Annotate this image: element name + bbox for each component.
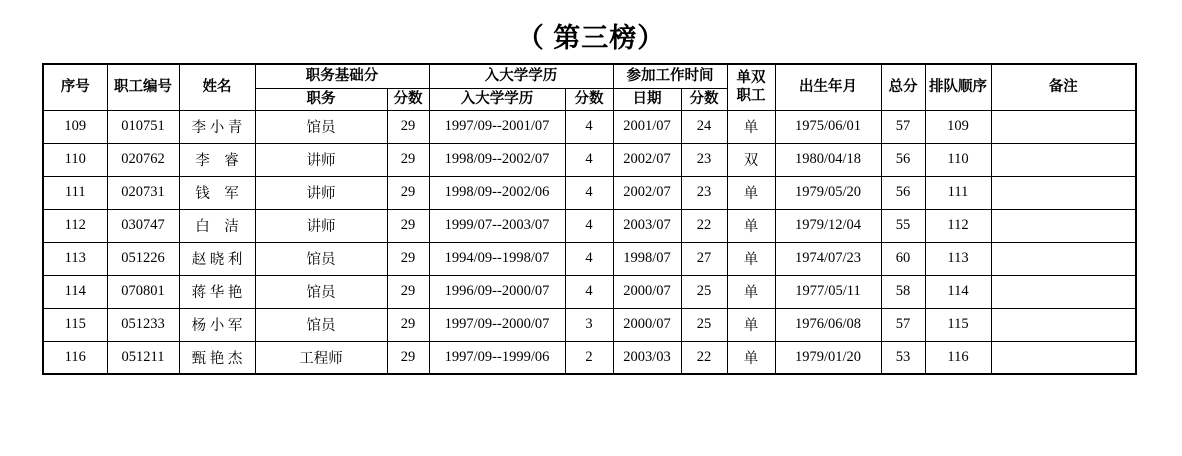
cell-paidui-shunxu: 110 [925,143,991,176]
header-zhigong-bianhao: 职工编号 [107,64,179,110]
cell-zhiwu: 馆员 [255,275,387,308]
cell-beizhu [991,275,1136,308]
cell-beizhu [991,143,1136,176]
cell-chusheng-nianyue: 1979/12/04 [775,209,881,242]
cell-beizhu [991,242,1136,275]
table-row [43,143,1136,176]
cell-xuhao: 111 [43,176,107,209]
cell-zhiwu: 讲师 [255,209,387,242]
table-row [43,275,1136,308]
cell-beizhu [991,176,1136,209]
cell-zhiwu: 馆员 [255,308,387,341]
cell-gongzuo-fenshu: 23 [681,143,727,176]
cell-gongzuo-fenshu: 22 [681,209,727,242]
header-dan-shuang-line1: 单双 [736,70,766,87]
cell-gongzuo-riqi: 2002/07 [613,176,681,209]
cell-beizhu [991,110,1136,143]
cell-zhiwu-fenshu: 29 [387,176,429,209]
header-zhiwu-fenshu: 分数 [387,88,429,110]
cell-gongzuo-fenshu: 25 [681,308,727,341]
cell-zhigong-bianhao: 010751 [107,110,179,143]
cell-zhiwu-fenshu: 29 [387,110,429,143]
cell-zhiwu: 馆员 [255,110,387,143]
cell-xueli-fenshu: 2 [565,341,613,374]
cell-zhiwu-fenshu: 29 [387,242,429,275]
cell-chusheng-nianyue: 1980/04/18 [775,143,881,176]
cell-xueli-fenshu: 4 [565,176,613,209]
table-row [43,308,1136,341]
table-body [43,110,1136,374]
cell-zhiwu: 馆员 [255,242,387,275]
header-beizhu: 备注 [991,64,1136,110]
cell-zhiwu-fenshu: 29 [387,143,429,176]
cell-paidui-shunxu: 112 [925,209,991,242]
cell-gongzuo-riqi: 2001/07 [613,110,681,143]
cell-xueli-fenshu: 4 [565,110,613,143]
cell-xuhao: 115 [43,308,107,341]
cell-paidui-shunxu: 111 [925,176,991,209]
cell-xueli-fenshu: 4 [565,242,613,275]
cell-paidui-shunxu: 113 [925,242,991,275]
cell-xuhao: 110 [43,143,107,176]
cell-zhigong-bianhao: 020762 [107,143,179,176]
cell-dan-shuang-zhigong: 单 [727,308,775,341]
cell-beizhu [991,209,1136,242]
header-chusheng-nianyue: 出生年月 [775,64,881,110]
cell-paidui-shunxu: 114 [925,275,991,308]
cell-chusheng-nianyue: 1974/07/23 [775,242,881,275]
cell-dan-shuang-zhigong: 单 [727,275,775,308]
cell-dan-shuang-zhigong: 单 [727,110,775,143]
cell-xueli-fenshu: 4 [565,209,613,242]
cell-zongfen: 57 [881,110,925,143]
cell-ru-daxue-xueli: 1997/09--2001/07 [429,110,565,143]
cell-zongfen: 53 [881,341,925,374]
cell-xuhao: 116 [43,341,107,374]
cell-xingming: 李 小 青 [179,110,255,143]
cell-xingming: 白 洁 [179,209,255,242]
cell-chusheng-nianyue: 1977/05/11 [775,275,881,308]
header-gongzuo-fenshu: 分数 [681,88,727,110]
header-zongfen: 总分 [881,64,925,110]
header-paidui-shunxu: 排队顺序 [925,64,991,110]
cell-zhiwu-fenshu: 29 [387,341,429,374]
cell-gongzuo-riqi: 2002/07 [613,143,681,176]
cell-beizhu [991,341,1136,374]
header-group-ru-daxue-xueli: 入大学学历 [429,64,613,88]
header-row-1 [43,64,1136,88]
cell-ru-daxue-xueli: 1999/07--2003/07 [429,209,565,242]
cell-xingming: 甄 艳 杰 [179,341,255,374]
cell-gongzuo-riqi: 2003/03 [613,341,681,374]
cell-ru-daxue-xueli: 1996/09--2000/07 [429,275,565,308]
header-ru-daxue-xueli: 入大学学历 [429,88,565,110]
cell-paidui-shunxu: 116 [925,341,991,374]
cell-chusheng-nianyue: 1979/01/20 [775,341,881,374]
document-page [0,16,1182,456]
cell-chusheng-nianyue: 1975/06/01 [775,110,881,143]
cell-paidui-shunxu: 109 [925,110,991,143]
cell-gongzuo-riqi: 2000/07 [613,275,681,308]
ranking-table [42,63,1137,375]
cell-gongzuo-fenshu: 23 [681,176,727,209]
cell-gongzuo-riqi: 1998/07 [613,242,681,275]
cell-ru-daxue-xueli: 1997/09--2000/07 [429,308,565,341]
cell-xuhao: 112 [43,209,107,242]
header-xueli-fenshu: 分数 [565,88,613,110]
cell-beizhu [991,308,1136,341]
cell-xueli-fenshu: 4 [565,275,613,308]
table-row [43,110,1136,143]
cell-dan-shuang-zhigong: 单 [727,242,775,275]
cell-chusheng-nianyue: 1976/06/08 [775,308,881,341]
header-zhiwu: 职务 [255,88,387,110]
header-dan-shuang-zhigong [727,64,775,110]
header-dan-shuang-line2: 职工 [736,88,766,105]
cell-gongzuo-riqi: 2000/07 [613,308,681,341]
cell-xuhao: 114 [43,275,107,308]
header-group-canjia-gongzuo-shijian: 参加工作时间 [613,64,727,88]
cell-zongfen: 55 [881,209,925,242]
cell-dan-shuang-zhigong: 单 [727,209,775,242]
cell-zhigong-bianhao: 051226 [107,242,179,275]
cell-zongfen: 56 [881,143,925,176]
cell-gongzuo-fenshu: 27 [681,242,727,275]
cell-zongfen: 58 [881,275,925,308]
cell-xuhao: 109 [43,110,107,143]
cell-xingming: 钱 军 [179,176,255,209]
cell-ru-daxue-xueli: 1998/09--2002/06 [429,176,565,209]
cell-gongzuo-fenshu: 25 [681,275,727,308]
cell-zhigong-bianhao: 030747 [107,209,179,242]
page-title: （ 第三榜） [516,23,666,53]
cell-zhiwu: 工程师 [255,341,387,374]
table-row [43,242,1136,275]
cell-zhigong-bianhao: 051233 [107,308,179,341]
cell-ru-daxue-xueli: 1997/09--1999/06 [429,341,565,374]
cell-zhigong-bianhao: 051211 [107,341,179,374]
table-row [43,176,1136,209]
cell-xueli-fenshu: 3 [565,308,613,341]
cell-zhiwu-fenshu: 29 [387,308,429,341]
cell-xuhao: 113 [43,242,107,275]
cell-zongfen: 57 [881,308,925,341]
cell-zongfen: 56 [881,176,925,209]
cell-zhiwu-fenshu: 29 [387,209,429,242]
cell-dan-shuang-zhigong: 单 [727,176,775,209]
cell-xueli-fenshu: 4 [565,143,613,176]
cell-dan-shuang-zhigong: 单 [727,341,775,374]
cell-zhigong-bianhao: 020731 [107,176,179,209]
cell-xingming: 李 睿 [179,143,255,176]
cell-zhiwu: 讲师 [255,143,387,176]
cell-paidui-shunxu: 115 [925,308,991,341]
table-row [43,341,1136,374]
cell-xingming: 蒋 华 艳 [179,275,255,308]
cell-chusheng-nianyue: 1979/05/20 [775,176,881,209]
cell-gongzuo-riqi: 2003/07 [613,209,681,242]
header-xingming: 姓名 [179,64,255,110]
cell-xingming: 杨 小 军 [179,308,255,341]
header-group-zhiwu-jichufen: 职务基础分 [255,64,429,88]
cell-zhigong-bianhao: 070801 [107,275,179,308]
cell-gongzuo-fenshu: 22 [681,341,727,374]
cell-zongfen: 60 [881,242,925,275]
cell-gongzuo-fenshu: 24 [681,110,727,143]
header-xuhao: 序号 [43,64,107,110]
cell-dan-shuang-zhigong: 双 [727,143,775,176]
table-header [43,64,1136,110]
cell-zhiwu: 讲师 [255,176,387,209]
cell-ru-daxue-xueli: 1998/09--2002/07 [429,143,565,176]
cell-xingming: 赵 晓 利 [179,242,255,275]
cell-zhiwu-fenshu: 29 [387,275,429,308]
table-row [43,209,1136,242]
header-riqi: 日期 [613,88,681,110]
cell-ru-daxue-xueli: 1994/09--1998/07 [429,242,565,275]
